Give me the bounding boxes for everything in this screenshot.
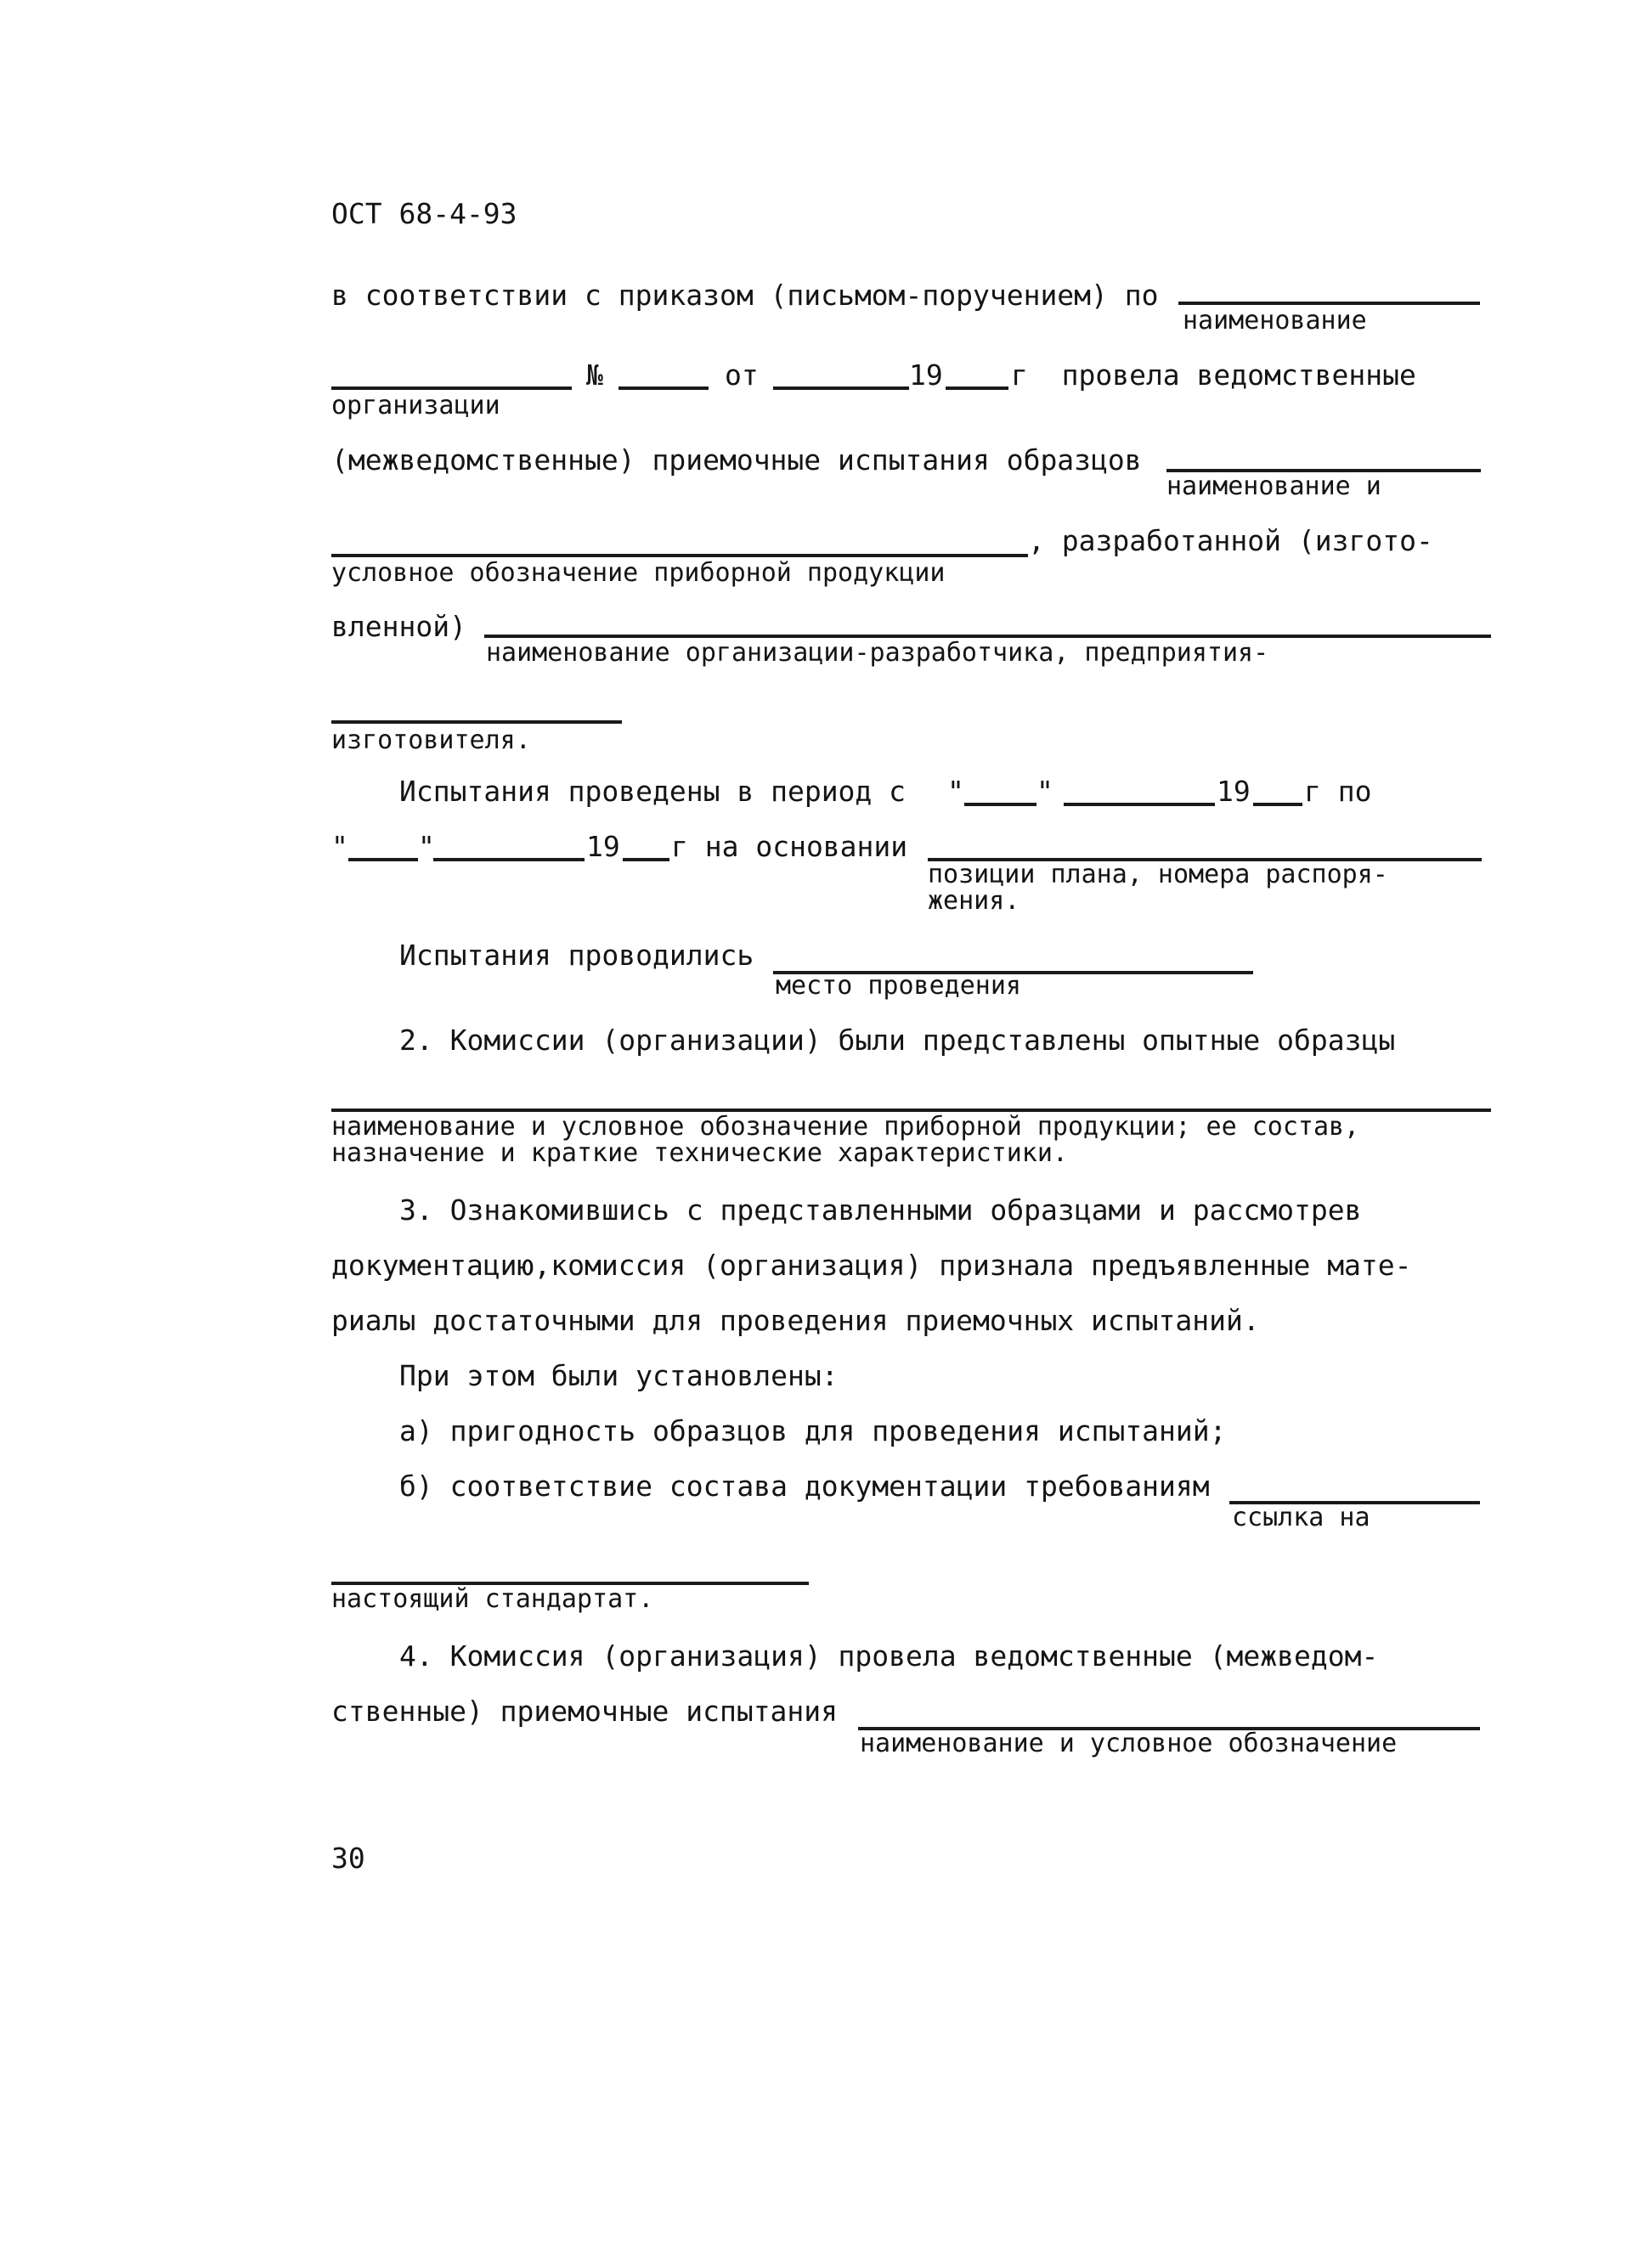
caption-reference: ссылка на <box>1232 1503 1370 1532</box>
blank-line <box>331 386 572 390</box>
caption-name-and: наименование и <box>1166 471 1381 501</box>
caption-designation: наименование и условное обозначение <box>860 1729 1398 1758</box>
blank-line <box>623 858 669 861</box>
paragraph-4-line-2: ственные) приемочные испытания <box>331 1695 839 1728</box>
blank-line <box>331 554 1028 557</box>
number-sign: № <box>586 358 603 392</box>
paragraph-4-line-1: 4. Комиссия (организация) провела ведомственные (межведом- <box>399 1639 1379 1673</box>
blank-line <box>618 386 709 390</box>
caption-product: условное обозначение приборной продукции <box>331 558 946 588</box>
blank-line <box>946 386 1008 390</box>
blank-line <box>331 720 622 724</box>
year-prefix: 19 <box>1217 775 1251 808</box>
caption-manufacturer: изготовителя. <box>331 725 531 755</box>
text-line-2: г провела ведомственные <box>1011 358 1416 392</box>
text-line-3: (межведомственные) приемочные испытания образцов <box>331 443 1142 477</box>
caption-samples-1: наименование и условное обозначение приборной продукции; ее состав, <box>331 1112 1360 1142</box>
text-line-6-end: г по <box>1304 775 1372 808</box>
year-prefix: 19 <box>586 830 620 863</box>
caption-samples-2: назначение и краткие технические характеристики. <box>331 1138 1068 1168</box>
text-line-6: Испытания проведены в период с <box>399 775 907 808</box>
text-line-7: г на основании <box>671 830 908 863</box>
blank-line <box>1064 803 1215 806</box>
caption-plan-end: жения. <box>928 886 1020 916</box>
paragraph-3-line-2: документацию,комиссия (организация) признала предъявленные мате- <box>331 1249 1412 1282</box>
paragraph-2: 2. Комиссии (организации) были представлены опытные образцы <box>399 1024 1396 1057</box>
caption-plan: позиции плана, номера распоря- <box>928 860 1388 889</box>
paragraph-3-line-1: 3. Ознакомившись с представленными образцами и рассмотрев <box>399 1193 1362 1227</box>
blank-line <box>1253 803 1302 806</box>
quote-close: " <box>1036 775 1053 808</box>
caption-place: место проведения <box>776 971 1021 1001</box>
blank-line <box>773 386 909 390</box>
caption-standard: настоящий стандартат. <box>331 1584 654 1614</box>
quote-open: " <box>947 775 964 808</box>
caption-organization: организации <box>331 391 500 420</box>
text-line-5: вленной) <box>331 610 466 643</box>
list-item-b: б) соответствие состава документации требованиям <box>399 1470 1210 1503</box>
text-line-8: Испытания проводились <box>399 939 754 972</box>
blank-line <box>348 858 418 861</box>
blank-line <box>964 803 1036 806</box>
from-label: от <box>725 358 759 392</box>
text-line-1: в соответствии с приказом (письмом-поручением) по <box>331 279 1159 312</box>
paragraph-3-line-4: При этом были установлены: <box>399 1359 839 1392</box>
text-line-4: , разработанной (изгото- <box>1028 524 1433 557</box>
quote-close: " <box>418 830 435 863</box>
caption-name: наименование <box>1183 306 1367 336</box>
blank-line <box>1178 302 1480 305</box>
year-prefix: 19 <box>909 358 943 392</box>
list-item-a: а) пригодность образцов для проведения испытаний; <box>399 1414 1227 1447</box>
paragraph-3-line-3: риалы достаточными для проведения приемочных испытаний. <box>331 1304 1260 1337</box>
quote-open: " <box>331 830 348 863</box>
caption-developer: наименование организации-разработчика, предприятия- <box>486 638 1269 668</box>
blank-line <box>433 858 585 861</box>
page-number: 30 <box>331 1842 365 1875</box>
document-code: ОСТ 68-4-93 <box>331 197 517 230</box>
